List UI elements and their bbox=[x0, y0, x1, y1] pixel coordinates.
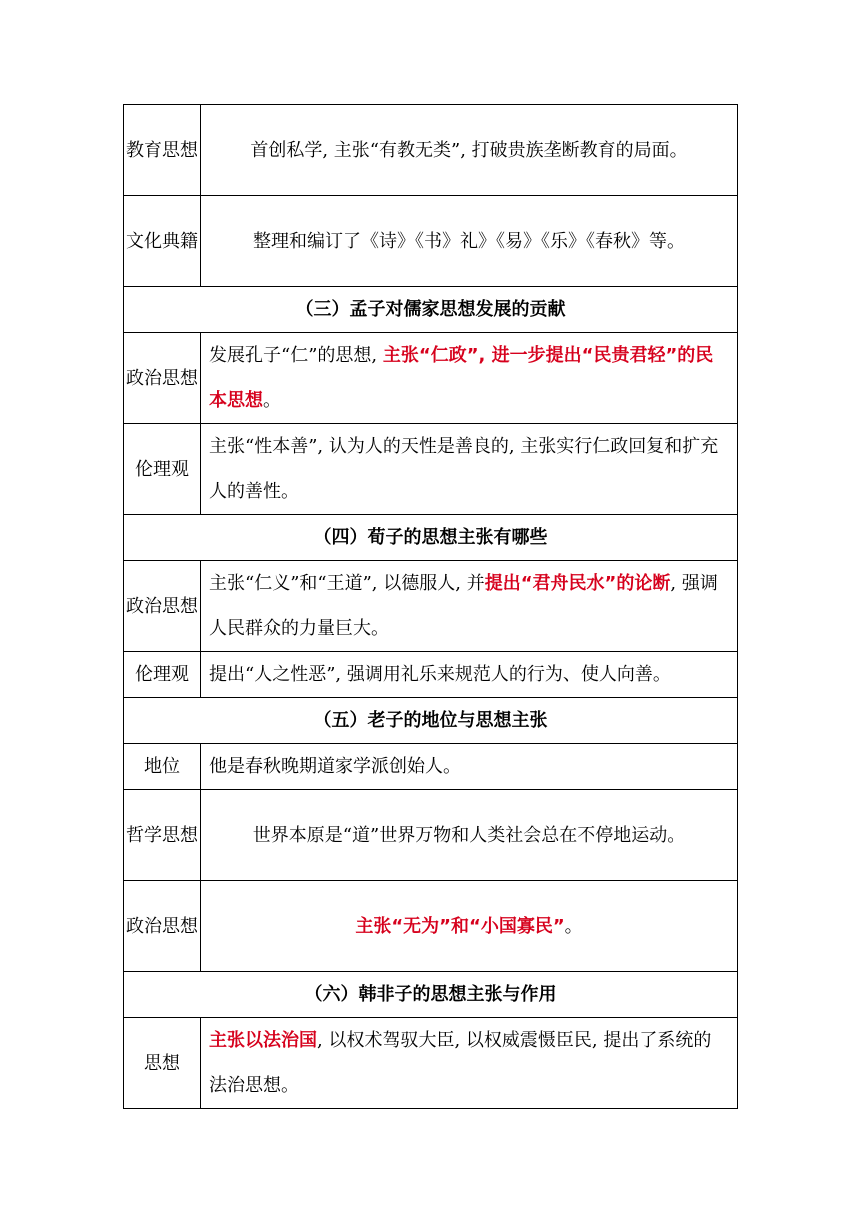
row-content-mencius-politics bbox=[201, 333, 738, 424]
row-label-education: 教育思想 bbox=[124, 105, 201, 196]
section-title-mencius: （三）孟子对儒家思想发展的贡献 bbox=[124, 287, 738, 333]
table-row bbox=[124, 744, 738, 790]
section-header-row bbox=[124, 972, 738, 1018]
row-content-education: 首创私学, 主张“有教无类”, 打破贵族垄断教育的局面。 bbox=[201, 105, 738, 196]
content-table bbox=[123, 104, 738, 1109]
table-row bbox=[124, 424, 738, 515]
row-content-laozi-politics bbox=[201, 881, 738, 972]
row-content-mencius-ethics: 主张“性本善”, 认为人的天性是善良的, 主张实行仁政回复和扩充人的善性。 bbox=[201, 424, 738, 515]
table-row bbox=[124, 881, 738, 972]
section-title-laozi: （五）老子的地位与思想主张 bbox=[124, 698, 738, 744]
plain-text: 主张“仁义”和“王道”, 以德服人, 并 bbox=[209, 573, 485, 594]
row-content-xunzi-politics bbox=[201, 561, 738, 652]
plain-text: 。 bbox=[564, 915, 583, 937]
row-content-classics: 整理和编订了《诗》《书》礼》《易》《乐》《春秋》等。 bbox=[201, 196, 738, 287]
row-label-xunzi-ethics: 伦理观 bbox=[124, 652, 201, 698]
section-title-hanfeizi: （六）韩非子的思想主张与作用 bbox=[124, 972, 738, 1018]
table-row bbox=[124, 333, 738, 424]
section-header-row bbox=[124, 515, 738, 561]
highlight-text: 主张“无为”和“小国寡民” bbox=[355, 915, 565, 937]
highlight-text: 提出“君舟民水”的论断 bbox=[484, 573, 671, 594]
row-content-xunzi-ethics: 提出“人之性恶”, 强调用礼乐来规范人的行为、使人向善。 bbox=[201, 652, 738, 698]
plain-text: , 强调人民群众的力量巨大。 bbox=[209, 573, 718, 639]
row-content-laozi-status: 他是春秋晚期道家学派创始人。 bbox=[201, 744, 738, 790]
plain-text: 。 bbox=[263, 390, 281, 411]
table-row bbox=[124, 790, 738, 881]
table-row bbox=[124, 652, 738, 698]
highlight-text: 主张以法治国 bbox=[209, 1030, 317, 1051]
table-row bbox=[124, 105, 738, 196]
row-label-hanfeizi-thought: 思想 bbox=[124, 1018, 201, 1109]
table-row bbox=[124, 1018, 738, 1109]
row-content-hanfeizi-thought bbox=[201, 1018, 738, 1109]
table-row bbox=[124, 561, 738, 652]
row-label-mencius-politics: 政治思想 bbox=[124, 333, 201, 424]
section-header-row bbox=[124, 698, 738, 744]
table-row bbox=[124, 196, 738, 287]
row-content-laozi-philosophy: 世界本原是“道”世界万物和人类社会总在不停地运动。 bbox=[201, 790, 738, 881]
section-title-xunzi: （四）荀子的思想主张有哪些 bbox=[124, 515, 738, 561]
row-label-xunzi-politics: 政治思想 bbox=[124, 561, 201, 652]
section-header-row bbox=[124, 287, 738, 333]
row-label-laozi-philosophy: 哲学思想 bbox=[124, 790, 201, 881]
plain-text: , 以权术驾驭大臣, 以权威震慑臣民, 提出了系统的法治思想。 bbox=[209, 1030, 712, 1096]
highlight-text: 主张“仁政”, 进一步提出“民贵君轻”的民本思想 bbox=[209, 345, 714, 411]
row-label-mencius-ethics: 伦理观 bbox=[124, 424, 201, 515]
row-label-laozi-status: 地位 bbox=[124, 744, 201, 790]
plain-text: 发展孔子“仁”的思想, bbox=[209, 345, 383, 366]
row-label-classics: 文化典籍 bbox=[124, 196, 201, 287]
row-label-laozi-politics: 政治思想 bbox=[124, 881, 201, 972]
